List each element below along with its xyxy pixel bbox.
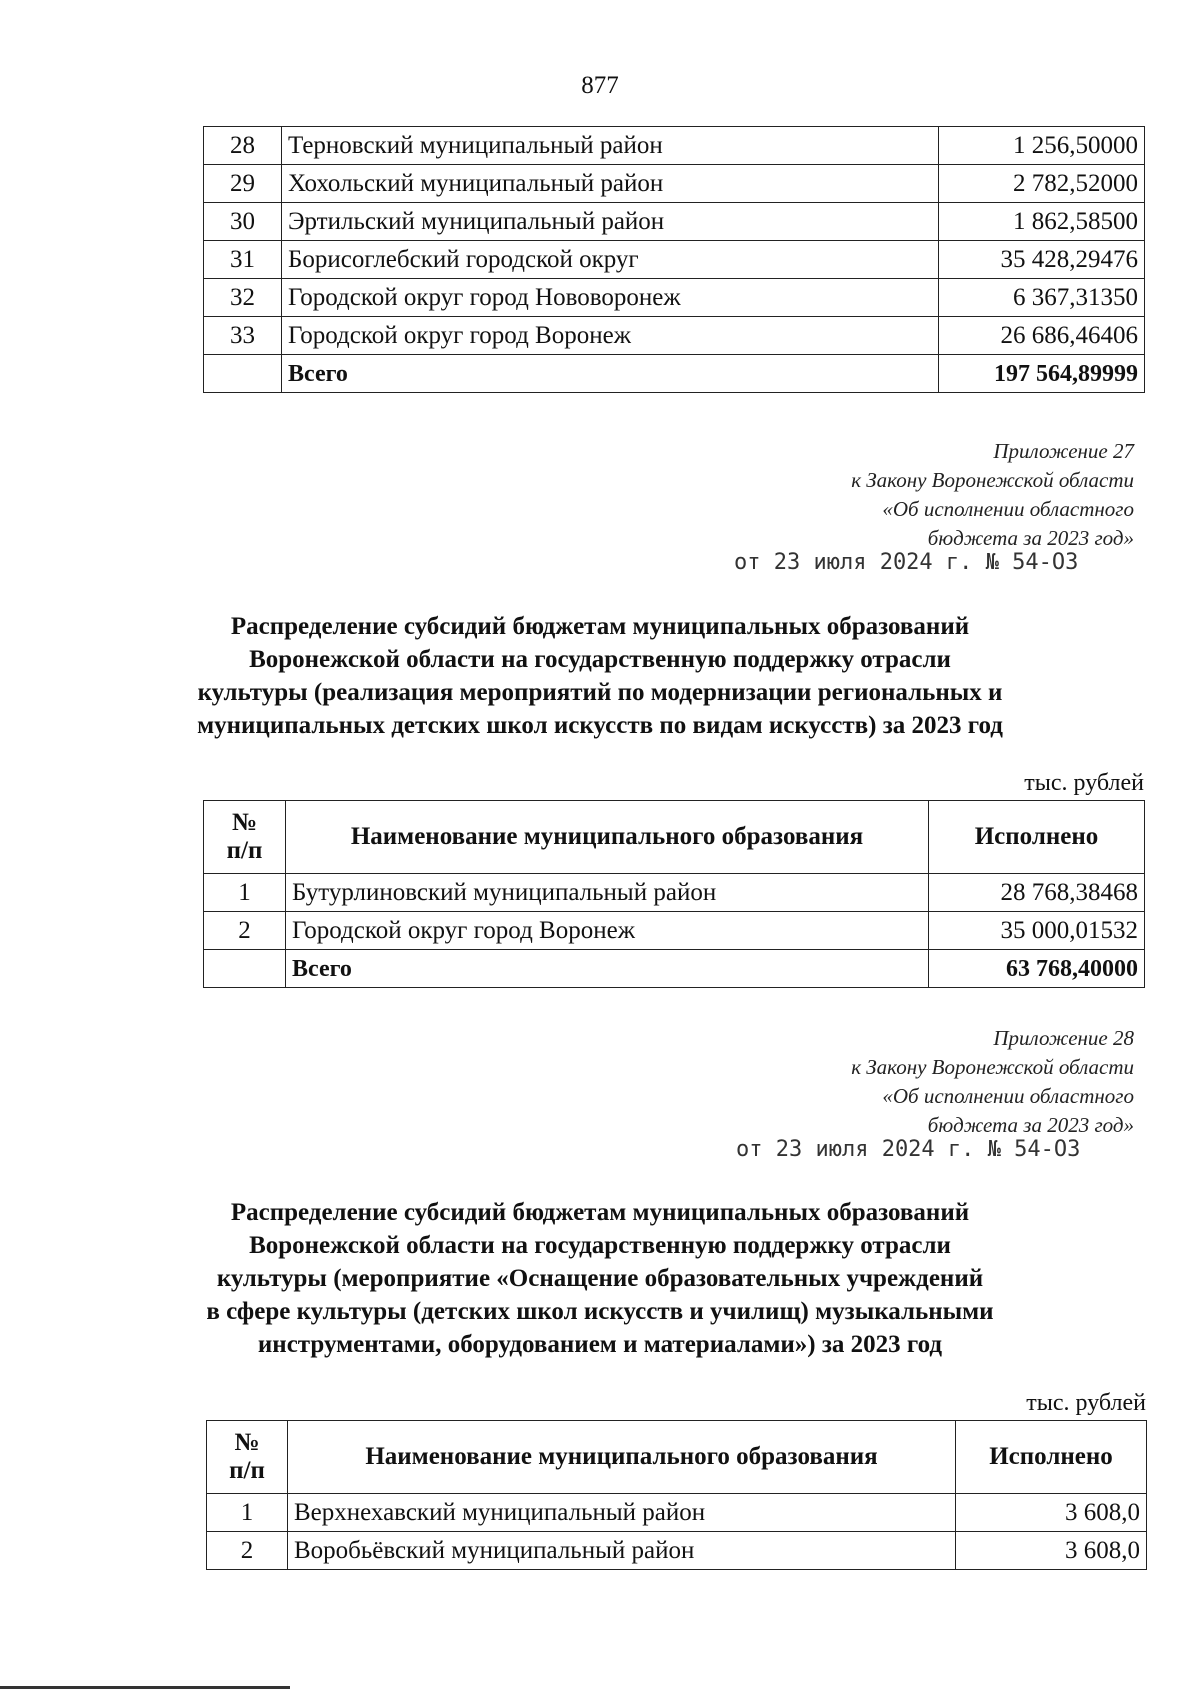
appendix-28-law-name-1: «Об исполнении областного — [882, 1084, 1134, 1108]
total-amount: 197 564,89999 — [939, 355, 1145, 393]
appendix-28-heading — [150, 1196, 1050, 1361]
table-row — [207, 1532, 1147, 1570]
row-number: 30 — [204, 203, 282, 241]
appendix-28-title: Приложение 28 — [993, 1026, 1134, 1050]
row-number: 1 — [207, 1494, 288, 1532]
executed-amount: 35 000,01532 — [929, 912, 1145, 950]
heading-line: инструментами, оборудованием и материалами») за 2023 год — [257, 1331, 943, 1358]
table-row — [204, 317, 1145, 355]
executed-amount: 28 768,38468 — [929, 874, 1145, 912]
total-label: Всего — [286, 950, 929, 988]
table-row — [204, 127, 1145, 165]
executed-amount: 3 608,0 — [956, 1532, 1147, 1570]
table-header-row — [204, 801, 1145, 874]
header-number-abbr: п/п — [226, 837, 263, 864]
table-appendix-27 — [203, 800, 1145, 988]
row-number: 2 — [207, 1532, 288, 1570]
row-number: 32 — [204, 279, 282, 317]
total-row — [204, 355, 1145, 393]
heading-line: Воронежской области на государственную поддержку отрасли — [249, 646, 951, 673]
appendix-27-caption — [640, 437, 1134, 553]
appendix-27-heading — [150, 610, 1050, 742]
table-row — [204, 279, 1145, 317]
heading-line: муниципальных детских школ искусств по видам искусств) за 2023 год — [197, 712, 1003, 739]
heading-line: в сфере культуры (детских школ искусств и училищ) музыкальными — [206, 1298, 994, 1325]
municipality-name: Терновский муниципальный район — [282, 127, 939, 165]
municipality-name: Хохольский муниципальный район — [282, 165, 939, 203]
page-number: 877 — [581, 72, 619, 99]
row-number: 2 — [204, 912, 286, 950]
appendix-28-caption — [640, 1024, 1134, 1140]
table-appendix-26-continuation — [203, 126, 1145, 393]
appendix-27-law-name-2: бюджета за 2023 год» — [927, 526, 1134, 550]
header-number-symbol: № — [231, 809, 258, 836]
table-row — [204, 912, 1145, 950]
municipality-name: Городской округ город Нововоронеж — [282, 279, 939, 317]
total-label: Всего — [282, 355, 939, 393]
appendix-28-unit: тыс. рублей — [1026, 1390, 1146, 1416]
municipality-name: Борисоглебский городской округ — [282, 241, 939, 279]
row-number: 1 — [204, 874, 286, 912]
heading-line: культуры (мероприятие «Оснащение образовательных учреждений — [216, 1265, 984, 1292]
municipality-name: Городской округ город Воронеж — [282, 317, 939, 355]
total-row — [204, 950, 1145, 988]
table-row — [204, 165, 1145, 203]
column-header-number — [204, 801, 286, 874]
municipality-name: Городской округ город Воронеж — [286, 912, 929, 950]
row-number: 31 — [204, 241, 282, 279]
municipality-name: Верхнехавский муниципальный район — [288, 1494, 956, 1532]
column-header-name: Наименование муниципального образования — [286, 801, 929, 874]
column-header-executed: Исполнено — [929, 801, 1145, 874]
executed-amount: 26 686,46406 — [939, 317, 1145, 355]
appendix-27-law-name-1: «Об исполнении областного — [882, 497, 1134, 521]
table-row — [207, 1494, 1147, 1532]
column-header-name: Наименование муниципального образования — [288, 1421, 956, 1494]
executed-amount: 2 782,52000 — [939, 165, 1145, 203]
total-empty-cell — [204, 355, 282, 393]
footer-rule — [0, 1686, 290, 1689]
municipality-name: Воробьёвский муниципальный район — [288, 1532, 956, 1570]
row-number: 33 — [204, 317, 282, 355]
heading-line: культуры (реализация мероприятий по модернизации региональных и — [197, 679, 1003, 706]
appendix-27-law: к Закону Воронежской области — [851, 468, 1134, 492]
table-row — [204, 241, 1145, 279]
appendix-28-date-number: от 23 июля 2024 г. № 54-ОЗ — [736, 1137, 1081, 1162]
appendix-27-title: Приложение 27 — [993, 439, 1134, 463]
executed-amount: 1 256,50000 — [939, 127, 1145, 165]
executed-amount: 3 608,0 — [956, 1494, 1147, 1532]
table-row — [204, 203, 1145, 241]
table-appendix-28 — [206, 1420, 1147, 1570]
appendix-28-law-name-2: бюджета за 2023 год» — [927, 1113, 1134, 1137]
column-header-number — [207, 1421, 288, 1494]
municipality-name: Эртильский муниципальный район — [282, 203, 939, 241]
column-header-executed: Исполнено — [956, 1421, 1147, 1494]
header-number-symbol: № — [234, 1429, 260, 1456]
table-row — [204, 874, 1145, 912]
executed-amount: 35 428,29476 — [939, 241, 1145, 279]
appendix-28-law: к Закону Воронежской области — [851, 1055, 1134, 1079]
total-amount: 63 768,40000 — [929, 950, 1145, 988]
executed-amount: 6 367,31350 — [939, 279, 1145, 317]
appendix-27-unit: тыс. рублей — [1024, 770, 1144, 796]
table-header-row — [207, 1421, 1147, 1494]
heading-line: Воронежской области на государственную поддержку отрасли — [249, 1232, 951, 1259]
heading-line: Распределение субсидий бюджетам муниципальных образований — [230, 613, 970, 640]
municipality-name: Бутурлиновский муниципальный район — [286, 874, 929, 912]
total-empty-cell — [204, 950, 286, 988]
appendix-27-date-number: от 23 июля 2024 г. № 54-ОЗ — [734, 550, 1079, 575]
executed-amount: 1 862,58500 — [939, 203, 1145, 241]
header-number-abbr: п/п — [229, 1457, 265, 1484]
row-number: 29 — [204, 165, 282, 203]
heading-line: Распределение субсидий бюджетам муниципальных образований — [230, 1199, 970, 1226]
row-number: 28 — [204, 127, 282, 165]
